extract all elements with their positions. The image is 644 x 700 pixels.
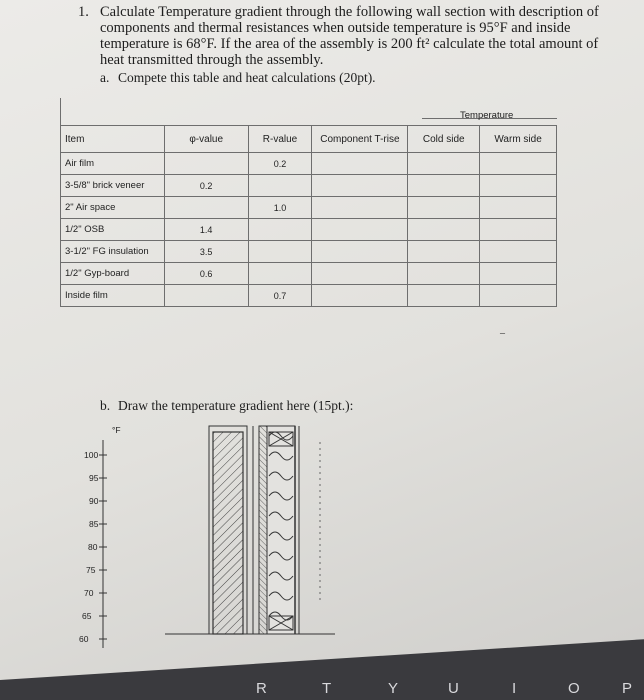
row-t-rise[interactable] [312,153,408,175]
row-warm[interactable] [480,241,557,263]
pen-mark: – [500,328,505,339]
row-phi [164,197,248,219]
row-warm[interactable] [480,285,557,307]
row-item: 1/2" OSB [61,219,165,241]
row-t-rise[interactable] [312,197,408,219]
row-phi: 0.2 [164,175,248,197]
row-phi [164,285,248,307]
row-cold[interactable] [408,285,480,307]
row-cold[interactable] [408,153,480,175]
row-item: 2" Air space [61,197,165,219]
keyboard-key-r: R [256,680,267,697]
row-t-rise[interactable] [312,263,408,285]
row-cold[interactable] [408,175,480,197]
row-r: 0.2 [248,153,312,175]
row-t-rise[interactable] [312,241,408,263]
row-phi: 3.5 [164,241,248,263]
scale-tick-80: 80 [88,542,98,552]
scale-tick-85: 85 [89,519,99,529]
row-phi: 0.6 [164,263,248,285]
question-line-4: heat transmitted through the assembly. [100,52,324,68]
table-row [61,175,557,197]
table-row [61,153,557,175]
keyboard-key-i: I [512,680,517,697]
row-warm[interactable] [480,153,557,175]
header-component-t-rise: Component T-rise [312,126,408,153]
part-a-points: 20 [343,70,358,85]
row-item: Air film [61,153,165,175]
question-line-1: Calculate Temperature gradient through the following wall section with description of [100,4,599,20]
row-warm[interactable] [480,197,557,219]
row-warm[interactable] [480,175,557,197]
row-r [248,263,312,285]
question-number: 1. [78,4,89,20]
row-warm[interactable] [480,219,557,241]
table-row [61,263,557,285]
row-r [248,175,312,197]
table-row [61,219,557,241]
row-item: Inside film [61,285,165,307]
scale-tick-60: 60 [79,634,89,644]
keyboard-key-y: Y [388,680,399,697]
wall-section-table [60,125,557,307]
header-item: Item [61,126,165,153]
row-item: 1/2" Gyp-board [61,263,165,285]
table-group-header [60,98,557,126]
table-row [61,241,557,263]
temperature-group-label: Temperature [460,110,514,121]
part-a-instruction [118,70,376,86]
part-b-suffix: pt.): [331,398,354,413]
row-cold[interactable] [408,197,480,219]
row-phi: 1.4 [164,219,248,241]
scale-tick-70: 70 [84,588,94,598]
part-a-suffix: pt). [357,70,376,85]
part-b-points: 15 [317,398,332,413]
row-r: 1.0 [248,197,312,219]
row-t-rise[interactable] [312,285,408,307]
scale-tick-75: 75 [86,565,96,575]
scale-tick-90: 90 [89,496,99,506]
scale-tick-65: 65 [82,611,92,621]
scale-tick-95: 95 [89,473,99,483]
header-cold-side: Cold side [408,126,480,153]
row-phi [164,153,248,175]
insulation-layer [267,426,295,634]
keyboard-key-p: P [622,680,633,697]
wall-section-drawing [165,422,340,644]
row-item: 3-1/2" FG insulation [61,241,165,263]
row-r [248,219,312,241]
part-b-instruction [118,398,353,414]
part-b-label: b. [100,398,111,413]
row-item: 3-5/8" brick veneer [61,175,165,197]
row-t-rise[interactable] [312,175,408,197]
header-phi-value: φ-value [164,126,248,153]
table-header-row [61,126,557,153]
row-r: 0.7 [248,285,312,307]
row-warm[interactable] [480,263,557,285]
scale-tick-100: 100 [84,450,99,460]
table-row [61,285,557,307]
table-row [61,197,557,219]
keyboard-key-u: U [448,680,459,697]
row-cold[interactable] [408,263,480,285]
header-warm-side: Warm side [480,126,557,153]
osb-layer [259,426,267,634]
part-a-text: Compete this table and heat calculations ( [118,70,344,85]
question-line-2: components and thermal resistances when outside temperature is 95°F and inside [100,20,571,36]
row-t-rise[interactable] [312,219,408,241]
row-cold[interactable] [408,219,480,241]
brick-veneer-layer [213,432,243,634]
keyboard-key-o: O [568,680,580,697]
row-r [248,241,312,263]
scale-axis [98,440,118,650]
header-r-value: R-value [248,126,312,153]
question-line-3: temperature is 68°F. If the area of the assembly is 200 ft² calculate the total amount of [100,36,599,52]
part-a-label: a. [100,70,110,85]
keyboard-key-t: T [322,680,332,697]
scale-unit: °F [112,425,121,435]
row-cold[interactable] [408,241,480,263]
part-b-text: Draw the temperature gradient here ( [118,398,318,413]
